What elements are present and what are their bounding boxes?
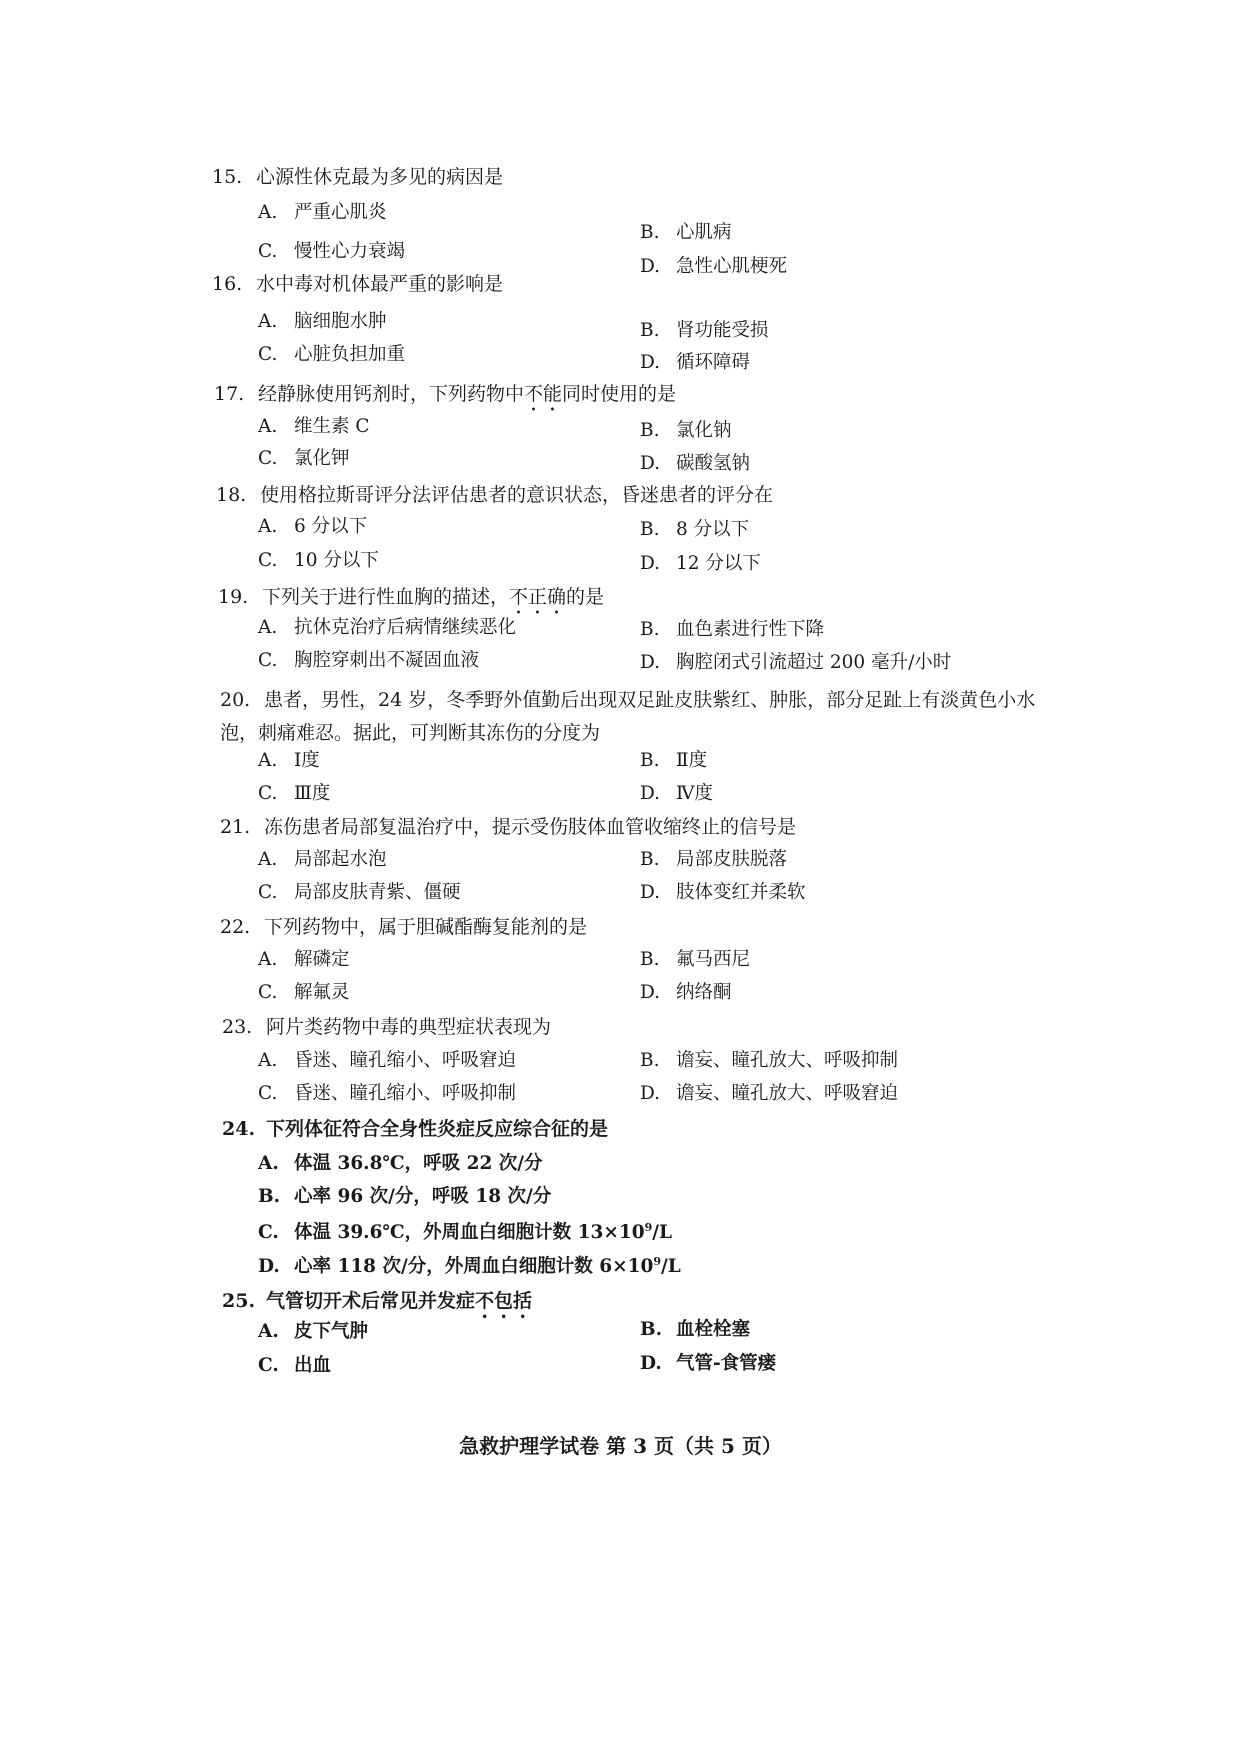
option-b: B. 氯化钠 xyxy=(640,420,732,441)
option-d: D. 12 分以下 xyxy=(640,553,761,574)
option-d: D. 胸腔闭式引流超过 200 毫升/小时 xyxy=(640,652,952,673)
option-c: C. 体温 39.6℃，外周血白细胞计数 $13\times 10^9/L$ xyxy=(258,1221,673,1244)
option-c: C. 氯化钾 xyxy=(258,448,350,469)
option-a: A. 局部起水泡 xyxy=(258,849,387,870)
question-18: 18. 使用格拉斯哥评分法评估患者的意识状态，昏迷患者的评分在 xyxy=(216,484,774,506)
option-c: C. 解氟灵 xyxy=(258,982,350,1003)
question-21: 21. 冻伤患者局部复温治疗中，提示受伤肢体血管收缩终止的信号是 xyxy=(220,816,797,838)
page-footer: 急救护理学试卷 第 3 页（共 5 页） xyxy=(459,1434,782,1458)
question-25: 25. 气管切开术后常见并发症不包括 xyxy=(222,1290,533,1312)
option-d: D. 循环障碍 xyxy=(640,352,751,373)
option-b: B. 血色素进行性下降 xyxy=(640,619,825,640)
option-a: A. 抗休克治疗后病情继续恶化 xyxy=(258,617,517,638)
question-22: 22. 下列药物中，属于胆碱酯酶复能剂的是 xyxy=(220,916,588,938)
option-c: C. 10 分以下 xyxy=(258,550,379,571)
option-b: B. 局部皮肤脱落 xyxy=(640,849,788,870)
option-d: D. 心率 118 次/分，外周血白细胞计数 $6\times 10^9/L$ xyxy=(258,1255,681,1278)
option-b: B. 氟马西尼 xyxy=(640,949,751,970)
question-15 xyxy=(212,168,503,187)
option-a: A. 严重心肌炎 xyxy=(258,202,387,223)
option-a: A. 6 分以下 xyxy=(258,516,368,537)
option-d: D. 纳络酮 xyxy=(640,982,732,1003)
emphasis-text: 不包括 xyxy=(475,1290,533,1312)
option-c: C. 慢性心力衰竭 xyxy=(258,241,406,262)
question-23: 23. 阿片类药物中毒的典型症状表现为 xyxy=(222,1016,552,1038)
option-a: A. 脑细胞水肿 xyxy=(258,311,387,332)
question-17: 17. 经静脉使用钙剂时，下列药物中不能同时使用的是 xyxy=(214,383,677,405)
option-a: A. Ⅰ度 xyxy=(258,750,320,771)
option-d: D. 肢体变红并柔软 xyxy=(640,882,806,903)
option-a: A. 皮下气肿 xyxy=(258,1321,369,1342)
option-a: A. 解磷定 xyxy=(258,949,350,970)
option-a: A. 体温 36.8℃，呼吸 22 次/分 xyxy=(258,1153,543,1174)
emphasis-text: 不正确 xyxy=(509,586,567,608)
emphasis-text: 不能 xyxy=(524,383,563,405)
option-c: C. 心脏负担加重 xyxy=(258,344,406,365)
option-b: B. 心肌病 xyxy=(640,222,732,243)
question-number: 15. xyxy=(212,166,243,188)
option-d: D. Ⅳ度 xyxy=(640,783,713,804)
option-c: C. 昏迷、瞳孔缩小、呼吸抑制 xyxy=(258,1083,517,1104)
option-a: A. 昏迷、瞳孔缩小、呼吸窘迫 xyxy=(258,1050,517,1071)
option-d: D. 碳酸氢钠 xyxy=(640,453,751,474)
option-d: D. 气管-食管瘘 xyxy=(640,1353,777,1374)
option-b: B. 8 分以下 xyxy=(640,519,750,540)
option-b: B. 血栓栓塞 xyxy=(640,1319,751,1340)
option-b: B. 谵妄、瞳孔放大、呼吸抑制 xyxy=(640,1050,899,1071)
option-d: D. 谵妄、瞳孔放大、呼吸窘迫 xyxy=(640,1083,899,1104)
option-c: C. 胸腔穿刺出不凝固血液 xyxy=(258,650,480,671)
option-b: B. 肾功能受损 xyxy=(640,320,769,341)
option-c: C. 出血 xyxy=(258,1355,332,1376)
option-a: A. 维生素 C xyxy=(258,416,370,437)
question-20: 20. 患者，男性，24 岁，冬季野外值勤后出现双足趾皮肤紫红、肿胀，部分足趾上有淡黄色小水泡，刺痛难忍。据此，可判断其冻伤的分度为 xyxy=(220,689,1036,744)
question-19: 19. 下列关于进行性血胸的描述，不正确的是 xyxy=(218,586,605,608)
option-c: C. 局部皮肤青紫、僵硬 xyxy=(258,882,461,903)
question-stem: 心源性休克最为多见的病因是 xyxy=(256,166,504,188)
option-b: B. 心率 96 次/分，呼吸 18 次/分 xyxy=(258,1186,552,1207)
question-16: 16. 水中毒对机体最严重的影响是 xyxy=(212,273,504,295)
option-d: D. 急性心肌梗死 xyxy=(640,256,788,277)
question-24: 24. 下列体征符合全身性炎症反应综合征的是 xyxy=(222,1118,609,1140)
option-b: B. Ⅱ度 xyxy=(640,750,708,771)
option-c: C. Ⅲ度 xyxy=(258,783,331,804)
